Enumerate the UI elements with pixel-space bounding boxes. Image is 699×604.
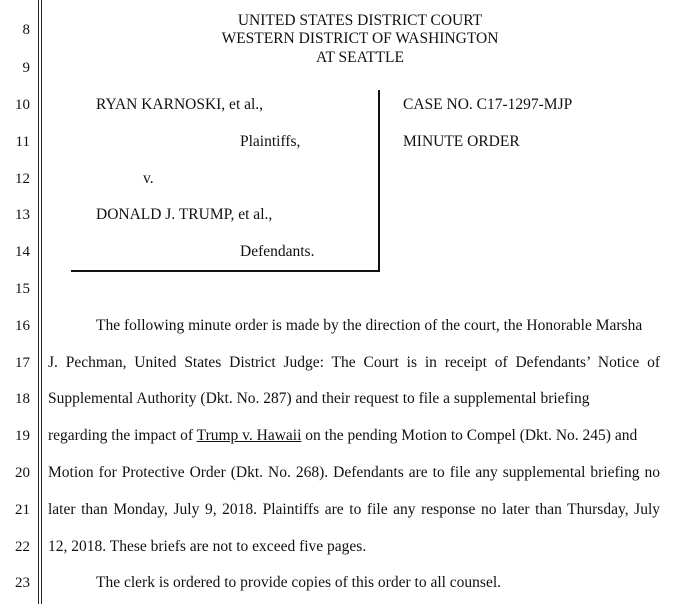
line-number: 17 xyxy=(15,355,30,371)
defendant-name: DONALD J. TRUMP, et al., xyxy=(96,206,273,223)
case-citation: Trump v. Hawaii xyxy=(196,427,302,444)
line-number: 14 xyxy=(15,244,30,260)
body-line-21: later than Monday, July 9, 2018. Plaintiffs are to file any response no later than Thursday, July xyxy=(48,501,660,518)
line-number: 22 xyxy=(15,539,30,555)
plaintiff-name: RYAN KARNOSKI, et al., xyxy=(96,96,264,113)
court-location: AT SEATTLE xyxy=(316,49,404,66)
case-number: CASE NO. C17-1297-MJP xyxy=(403,96,573,113)
body-line-19 xyxy=(48,427,660,445)
body-line-19-pre: regarding the impact of xyxy=(48,427,197,444)
line-number: 13 xyxy=(15,207,30,223)
line-number: 21 xyxy=(15,502,30,518)
line-number: 19 xyxy=(15,428,30,444)
plaintiff-role: Plaintiffs, xyxy=(240,133,301,150)
body-line-16: The following minute order is made by the direction of the court, the Honorable Marsha xyxy=(96,317,643,334)
body-line-18-text: Supplemental Authority (Dkt. No. 287) and their request to file a supplemental briefing xyxy=(48,390,590,407)
line-number: 15 xyxy=(15,281,30,297)
line-number: 23 xyxy=(15,575,30,591)
body-line-19-post: on the pending Motion to Compel (Dkt. No. 245) and xyxy=(301,427,638,444)
body-line-20: Motion for Protective Order (Dkt. No. 268). Defendants are to file any supplemental briefing no xyxy=(48,464,660,481)
margin-rule-inner xyxy=(41,0,42,604)
line-number: 11 xyxy=(15,134,30,150)
caption-vertical-divider xyxy=(378,90,380,272)
body-line-18 xyxy=(48,390,590,408)
line-number: 8 xyxy=(22,22,30,38)
body-line-23: The clerk is ordered to provide copies of this order to all counsel. xyxy=(96,574,502,591)
line-number: 18 xyxy=(15,391,30,407)
court-district: WESTERN DISTRICT OF WASHINGTON xyxy=(221,30,499,47)
versus-label: v. xyxy=(143,170,154,187)
line-number: 10 xyxy=(15,97,30,113)
document-title: MINUTE ORDER xyxy=(403,133,520,150)
defendant-role: Defendants. xyxy=(240,243,315,260)
caption-horizontal-divider xyxy=(71,270,380,272)
line-number: 16 xyxy=(15,318,30,334)
body-line-17: J. Pechman, United States District Judge: The Court is in receipt of Defendants’ Notice of xyxy=(48,354,660,371)
line-number: 12 xyxy=(15,171,30,187)
body-line-22: 12, 2018. These briefs are not to exceed five pages. xyxy=(48,538,367,555)
line-number: 20 xyxy=(15,465,30,481)
court-name: UNITED STATES DISTRICT COURT xyxy=(237,12,483,29)
line-number: 9 xyxy=(22,60,30,76)
margin-rule-outer xyxy=(38,0,39,604)
